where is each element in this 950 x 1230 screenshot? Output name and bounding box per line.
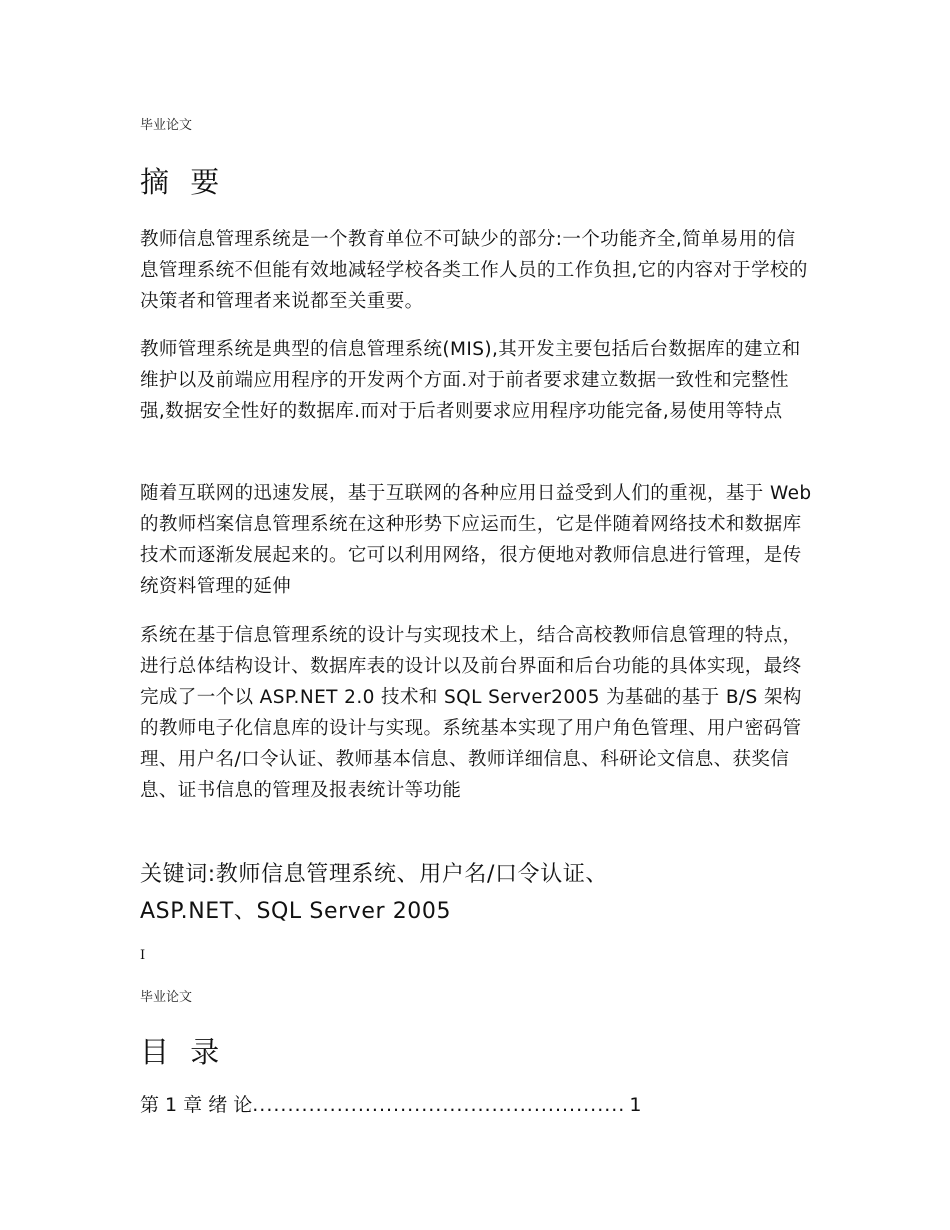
abstract-paragraph-2: 教师管理系统是典型的信息管理系统(MIS),其开发主要包括后台数据库的建立和维护以及前端应用程序的开发两个方面.对于前者要求建立数据一致性和完整性强,数据安全性好的数据库.而对于后者则要求应用程序功能完备,易使用等特点 bbox=[140, 339, 801, 422]
abstract-paragraph-3: 随着互联网的迅速发展，基于互联网的各种应用日益受到人们的重视，基于 Web 的教师档案信息管理系统在这种形势下应运而生，它是伴随着网络技术和数据库技术而逐渐发展起来的。它可以利用网络，很方便地对教师信息进行管理，是传统资料管理的延伸 bbox=[140, 483, 812, 597]
abstract-paragraph-1: 教师信息管理系统是一个教育单位不可缺少的部分:一个功能齐全,简单易用的信息管理系统不但能有效地减轻学校各类工作人员的工作负担,它的内容对于学校的决策者和管理者来说都至关重要。 bbox=[140, 229, 808, 312]
abstract-title: 摘 要 bbox=[140, 165, 226, 199]
page-number: I bbox=[140, 948, 146, 963]
toc-entry-label: 第 1 章 绪 论 bbox=[140, 1094, 253, 1116]
toc-entry-chapter-1[interactable] bbox=[140, 1092, 660, 1118]
toc-entry-page: 1 bbox=[629, 1094, 642, 1116]
abstract-paragraph-4: 系统在基于信息管理系统的设计与实现技术上，结合高校教师信息管理的特点，进行总体结构设计、数据库表的设计以及前台界面和后台功能的具体实现，最终完成了一个以 ASP.NET 2.0 技术和 SQL Server2005 为基础的基于 B/S 架构的教师电子化信息库的设计与实现。系统基本实现了用户角色管理、用户密码管理、用户名/口令认证、教师基本信息、教师详细信息、科研论文信息、获奖信息、证书信息的管理及报表统计等功能 bbox=[140, 625, 802, 801]
keywords-line-2: ASP.NET、SQL Server 2005 bbox=[140, 899, 452, 924]
page-header-label: 毕业论文 bbox=[140, 118, 193, 133]
toc-title: 目 录 bbox=[140, 1035, 226, 1069]
keywords-block bbox=[140, 856, 812, 930]
keywords-line-1: 关键词:教师信息管理系统、用户名/口令认证、 bbox=[140, 862, 609, 887]
page-header-label-2: 毕业论文 bbox=[140, 990, 193, 1005]
toc-leader-dots: ..................................................... bbox=[252, 1094, 626, 1116]
